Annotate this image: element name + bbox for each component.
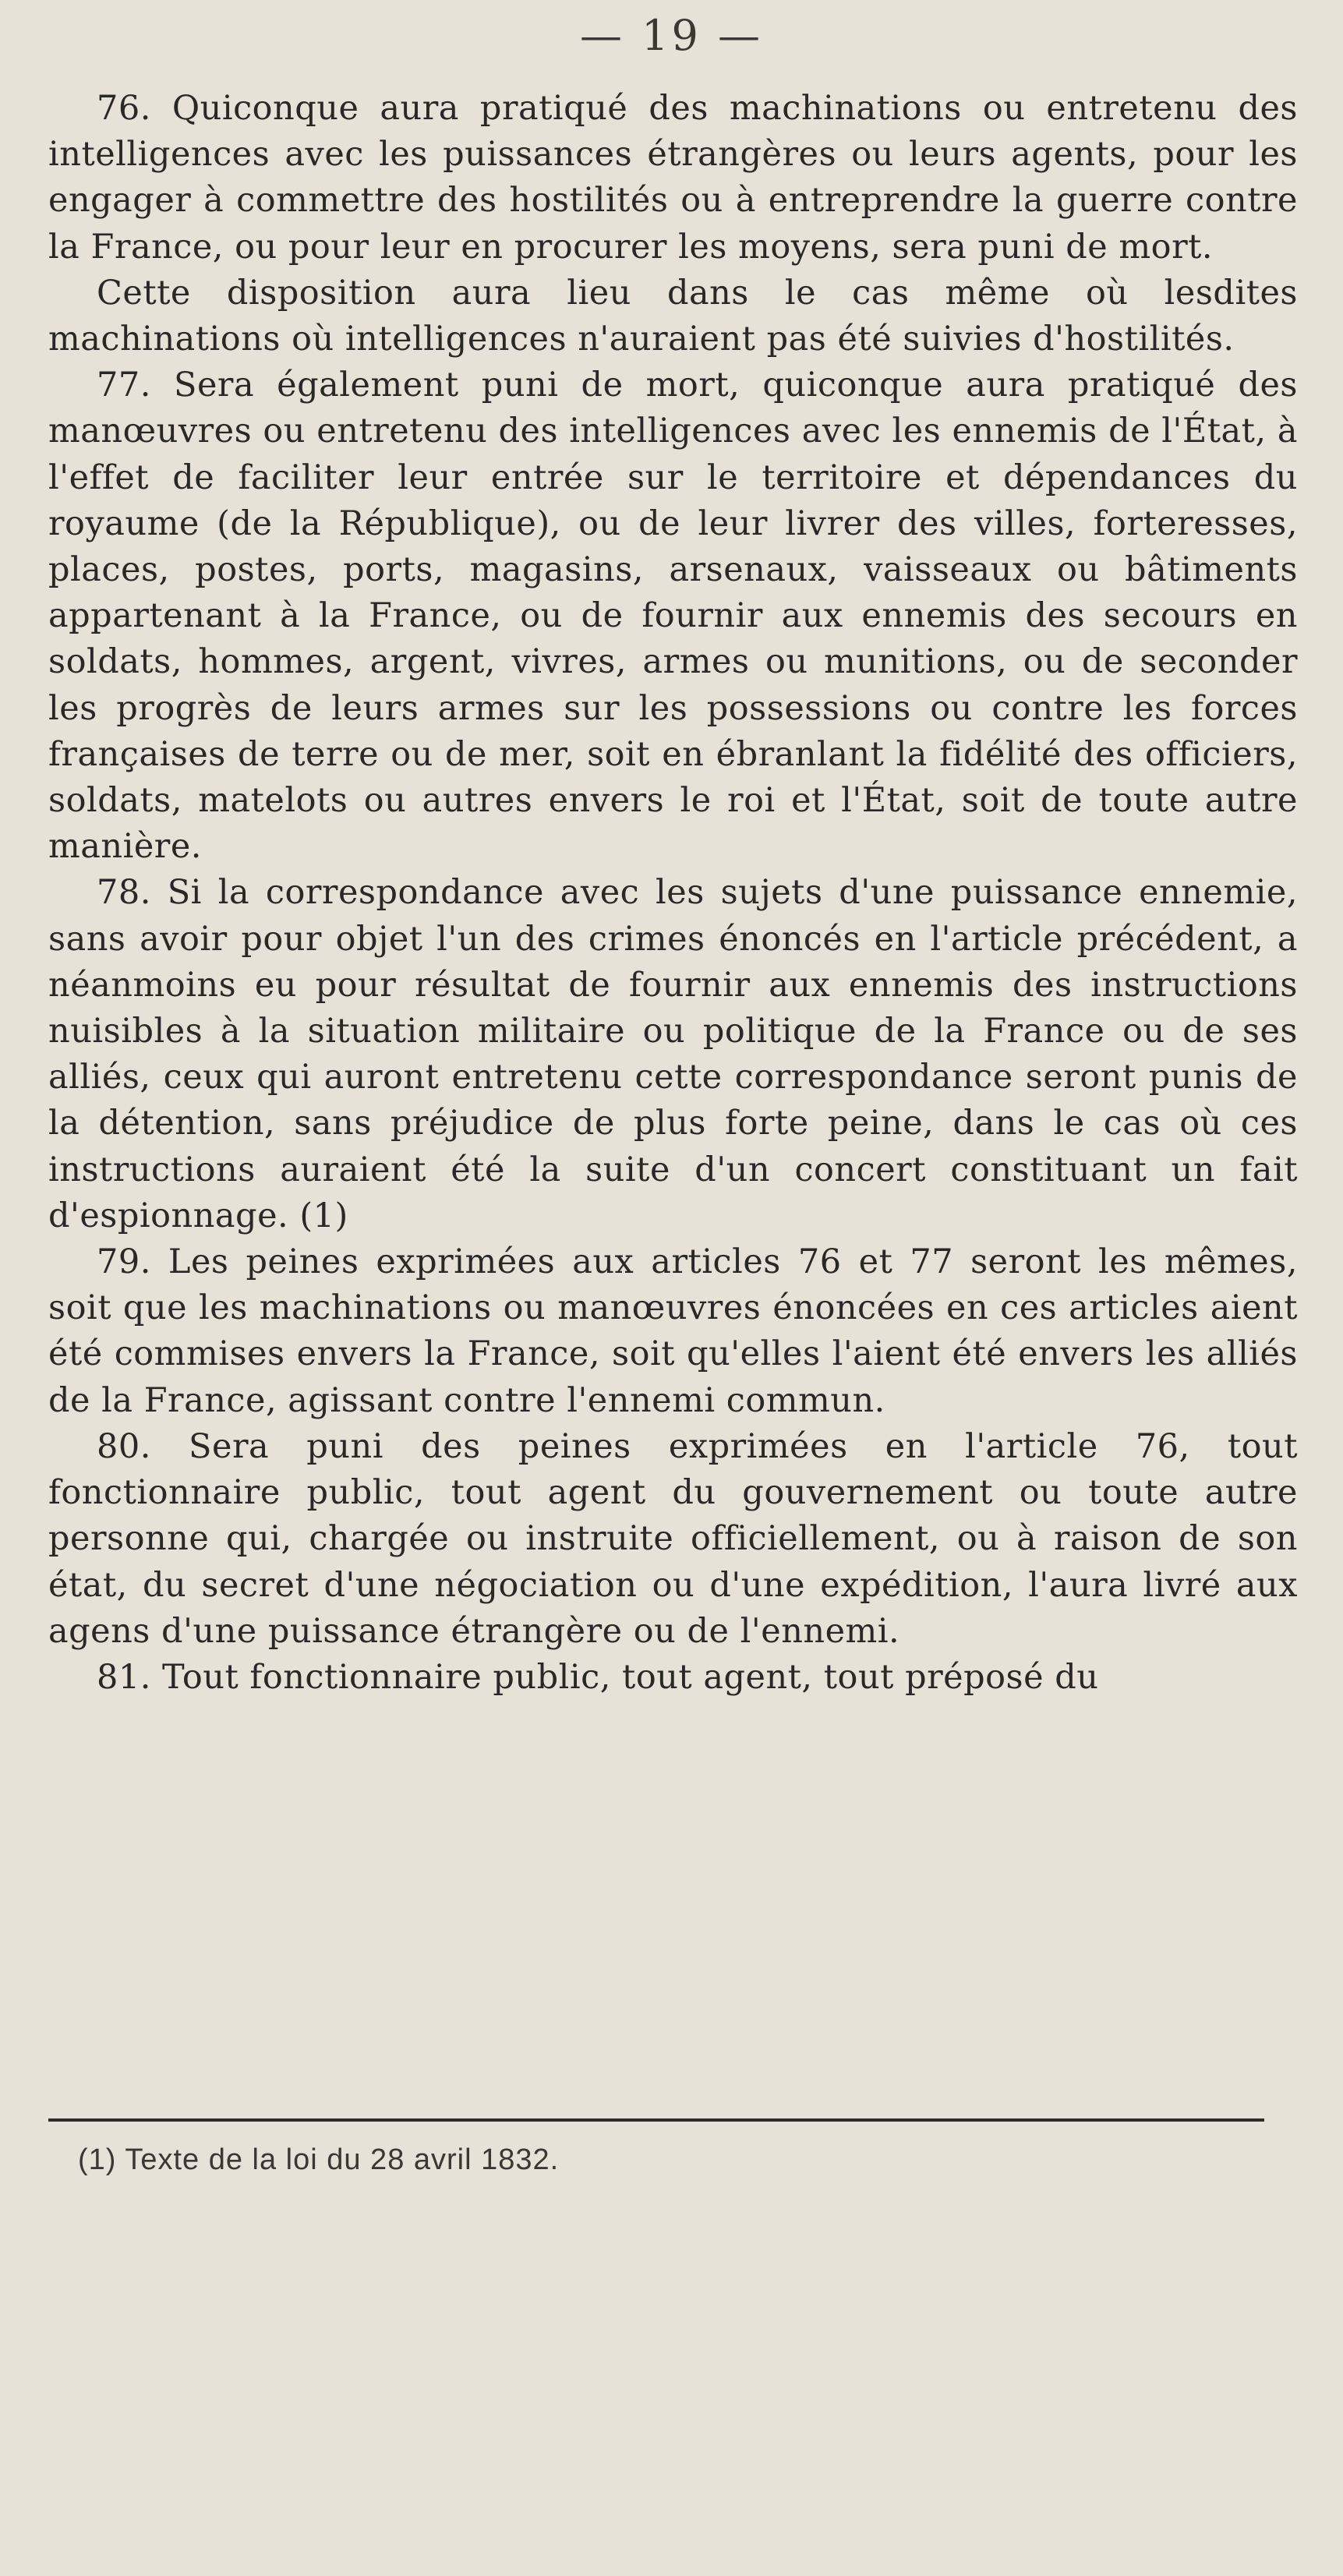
article-77: 77. Sera également puni de mort, quiconque aura pratiqué des manœuvres ou entretenu des intelligences avec les ennemis de l'État, à l'effet de faciliter leur entrée sur le territoire et dépendances du royaume (de la République), ou de leur livrer des villes, forteresses, places, postes, ports, magasins, arsenaux, vaisseaux ou bâtiments appartenant à la France, ou de fournir aux ennemis des secours en soldats, hommes, argent, vivres, armes ou munitions, ou de seconder les progrès de leurs armes sur les possessions ou contre les forces françaises de terre ou de mer, soit en ébranlant la fidélité des officiers, soldats, matelots ou autres envers le roi et l'État, soit de toute autre manière.: [48, 366, 1298, 867]
page-number: — 19 —: [579, 11, 764, 60]
article-76-note: Cette disposition aura lieu dans le cas même où lesdites machinations où intelligences n'auraient pas été suivies d'hostilités.: [48, 273, 1298, 359]
article-80: 80. Sera puni des peines exprimées en l'article 76, tout fonctionnaire public, tout agent du gouvernement ou toute autre personne qui, chargée ou instruite officiellement, ou à raison de son état, du secret d'une négociation ou d'une expédition, l'aura livré aux agens d'une puissance étrangère ou de l'ennemi.: [48, 1426, 1298, 1651]
article-81: 81. Tout fonctionnaire public, tout agent, tout préposé du: [97, 1657, 1099, 1697]
footnote-divider: [48, 2118, 1264, 2122]
footnote: (1) Texte de la loi du 28 avril 1832.: [78, 2143, 560, 2176]
article-76: 76. Quiconque aura pratiqué des machinations ou entretenu des intelligences avec les puissances étrangères ou leurs agents, pour les engager à commettre des hostilités ou à entreprendre la guerre contre la France, ou pour leur en procurer les moyens, sera puni de mort.: [48, 89, 1298, 267]
body-text: [48, 86, 1298, 1701]
article-78: 78. Si la correspondance avec les sujets d'une puissance ennemie, sans avoir pour objet l'un des crimes énoncés en l'article précédent, a néanmoins eu pour résultat de fournir aux ennemis des instructions nuisibles à la situation militaire ou politique de la France ou de ses alliés, ceux qui auront entretenu cette correspondance seront punis de la détention, sans préjudice de plus forte peine, dans le cas où ces instructions auraient été la suite d'un concert constituant un fait d'espionnage. (1): [48, 873, 1298, 1235]
article-79: 79. Les peines exprimées aux articles 76 et 77 seront les mêmes, soit que les machinations ou manœuvres énoncées en ces articles aient été commises envers la France, soit qu'elles l'aient été envers les alliés de la France, agissant contre l'ennemi commun.: [48, 1242, 1298, 1420]
